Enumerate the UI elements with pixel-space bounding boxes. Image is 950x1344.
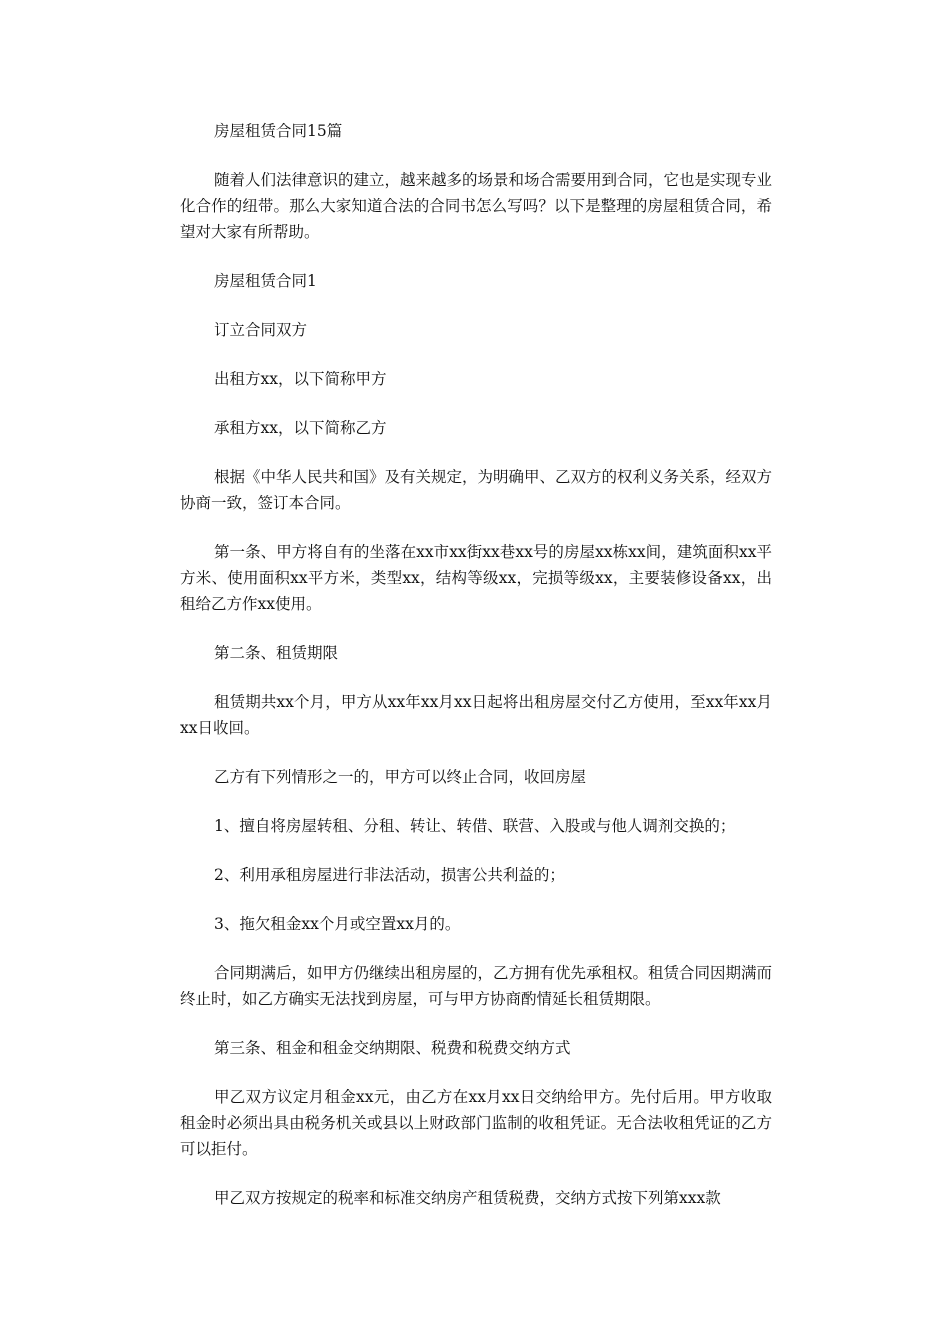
renewal-paragraph: 合同期满后，如甲方仍继续出租房屋的，乙方拥有优先承租权。租赁合同因期满而终止时，如乙方确实无法找到房屋，可与甲方协商酌情延长租赁期限。: [180, 964, 773, 1008]
tax-paragraph: 甲乙双方按规定的税率和标准交纳房产租赁税费，交纳方式按下列第xxx款: [214, 1189, 721, 1207]
termination-intro: 乙方有下列情形之一的，甲方可以终止合同，收回房屋: [214, 768, 587, 786]
termination-item-3: 3、拖欠租金xx个月或空置xx月的。: [214, 915, 461, 933]
preamble-paragraph: 根据《中华人民共和国》及有关规定，为明确甲、乙双方的权利义务关系，经双方协商一致，签订本合同。: [180, 468, 773, 512]
lease-term-paragraph: 租赁期共xx个月，甲方从xx年xx月xx日起将出租房屋交付乙方使用，至xx年xx月xx日收回。: [180, 693, 772, 737]
termination-item-1: 1、擅自将房屋转租、分租、转让、转借、联营、入股或与他人调剂交换的；: [214, 817, 736, 835]
rent-paragraph: 甲乙双方议定月租金xx元，由乙方在xx月xx日交纳给甲方。先付后用。甲方收取租金时必须出具由税务机关或县以上财政部门监制的收租凭证。无合法收租凭证的乙方可以拒付。: [180, 1088, 772, 1158]
document-body: [180, 118, 772, 1234]
intro-paragraph: 随着人们法律意识的建立，越来越多的场景和场合需要用到合同，它也是实现专业化合作的纽带。那么大家知道合法的合同书怎么写吗？以下是整理的房屋租赁合同，希望对大家有所帮助。: [180, 171, 773, 241]
article-1-paragraph: 第一条、甲方将自有的坐落在xx市xx街xx巷xx号的房屋xx栋xx间，建筑面积xx平方米、使用面积xx平方米，类型xx，结构等级xx，完损等级xx，主要装修设备xx，出租给乙方作xx使用。: [180, 543, 772, 613]
lessor-line: 出租方xx，以下简称甲方: [214, 370, 387, 388]
parties-heading: 订立合同双方: [214, 321, 308, 339]
termination-item-2: 2、利用承租房屋进行非法活动，损害公共利益的；: [214, 866, 565, 884]
article-3-heading: 第三条、租金和租金交纳期限、税费和税费交纳方式: [214, 1039, 571, 1057]
article-2-heading: 第二条、租赁期限: [214, 644, 339, 662]
contract-heading: 房屋租赁合同1: [214, 272, 317, 290]
document-title: 房屋租赁合同15篇: [214, 122, 343, 140]
lessee-line: 承租方xx，以下简称乙方: [214, 419, 387, 437]
